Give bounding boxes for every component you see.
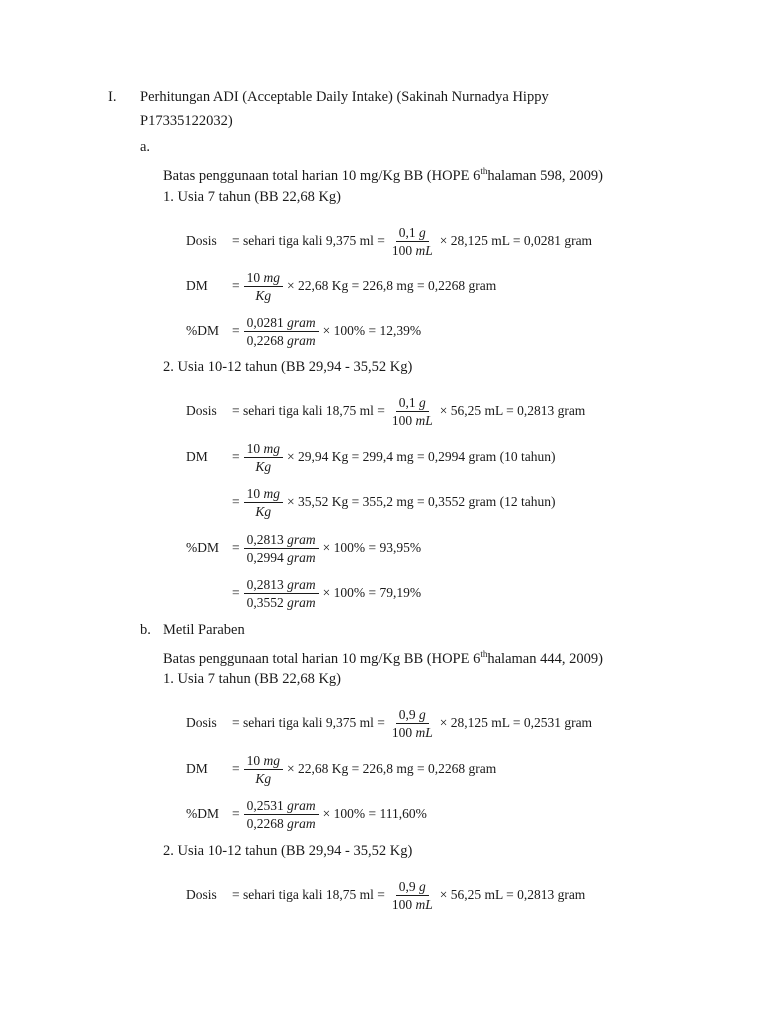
numerator-unit: gram xyxy=(287,314,316,330)
denominator-value: 0,2268 xyxy=(246,815,284,831)
fraction-denominator xyxy=(389,896,436,913)
numerator-value: 0,2813 xyxy=(246,531,284,547)
b-item-1-dosis-equation xyxy=(186,703,592,743)
equation-prefix: = xyxy=(232,806,240,821)
a-item-2-dosis-equation xyxy=(186,391,585,431)
fraction-numerator xyxy=(396,706,429,724)
equation-label: DM xyxy=(186,278,208,293)
fraction xyxy=(244,531,319,566)
denominator-unit: gram xyxy=(287,594,316,610)
equation-result: × 29,94 Kg = 299,4 mg = 0,2994 gram (10 tahun) xyxy=(287,449,556,464)
section-title-line-2: P17335122032) xyxy=(140,113,233,129)
denominator-value: 0,2994 xyxy=(246,549,284,565)
fraction-denominator xyxy=(252,503,274,520)
equation-label: %DM xyxy=(186,323,219,338)
denominator-unit: Kg xyxy=(255,770,272,786)
fraction xyxy=(244,752,283,787)
fraction-denominator xyxy=(389,724,436,741)
b-item-1-dm-equation xyxy=(186,749,496,789)
numerator-unit: g xyxy=(419,224,426,240)
numerator-value: 0,2813 xyxy=(246,576,284,592)
fraction xyxy=(244,314,319,349)
equation-result: × 35,52 Kg = 355,2 mg = 0,3552 gram (12 tahun) xyxy=(287,494,556,509)
denominator-unit: mL xyxy=(415,896,433,912)
numerator-value: 0,1 xyxy=(398,394,416,410)
equation-label: Dosis xyxy=(186,233,217,248)
subsection-b-marker: b. xyxy=(140,622,151,638)
numerator-value: 0,9 xyxy=(398,878,416,894)
a-item-1-percent-dm-equation xyxy=(186,311,421,351)
equation-prefix: = xyxy=(232,278,240,293)
equation-prefix: = xyxy=(232,323,240,338)
b-item-1-percent-dm-equation xyxy=(186,794,427,834)
fraction-denominator xyxy=(244,549,319,566)
a-item-1-heading: 1. Usia 7 tahun (BB 22,68 Kg) xyxy=(163,189,342,205)
equation-result: × 22,68 Kg = 226,8 mg = 0,2268 gram xyxy=(287,278,497,293)
numerator-value: 0,9 xyxy=(398,706,416,722)
fraction-denominator xyxy=(252,458,274,475)
fraction-denominator xyxy=(389,242,436,259)
equation-prefix: = xyxy=(232,494,240,509)
fraction xyxy=(389,224,436,259)
numerator-value: 10 xyxy=(246,440,261,456)
numerator-unit: gram xyxy=(287,531,316,547)
a-item-2-heading: 2. Usia 10-12 tahun (BB 29,94 - 35,52 Kg) xyxy=(163,359,413,375)
equation-prefix: = sehari tiga kali 9,375 ml = xyxy=(232,233,385,248)
numerator-value: 0,1 xyxy=(398,224,416,240)
a-item-2-dm-equation-10 xyxy=(186,437,555,477)
equation-prefix: = xyxy=(232,540,240,555)
equation-result: × 100% = 93,95% xyxy=(322,540,422,555)
numerator-unit: mg xyxy=(263,440,280,456)
fraction-numerator xyxy=(396,224,429,242)
equation-label: %DM xyxy=(186,806,219,821)
fraction xyxy=(389,706,436,741)
equation-prefix: = sehari tiga kali 18,75 ml = xyxy=(232,403,385,418)
denominator-value: 0,3552 xyxy=(246,594,284,610)
denominator-unit: gram xyxy=(287,332,316,348)
fraction-numerator xyxy=(396,394,429,412)
fraction-numerator xyxy=(244,485,283,503)
section-number: I. xyxy=(108,89,117,105)
denominator-unit: Kg xyxy=(255,458,272,474)
fraction xyxy=(389,878,436,913)
b-item-2-heading: 2. Usia 10-12 tahun (BB 29,94 - 35,52 Kg) xyxy=(163,843,413,859)
equation-prefix: = sehari tiga kali 18,75 ml = xyxy=(232,887,385,902)
fraction-numerator xyxy=(244,797,319,815)
equation-result: × 56,25 mL = 0,2813 gram xyxy=(439,403,586,418)
fraction xyxy=(389,394,436,429)
fraction-denominator xyxy=(389,412,436,429)
numerator-unit: mg xyxy=(263,752,280,768)
a-item-2-percent-dm-equation-1 xyxy=(186,528,421,568)
equation-label: %DM xyxy=(186,540,219,555)
numerator-unit: g xyxy=(419,394,426,410)
fraction-numerator xyxy=(244,440,283,458)
denominator-unit: gram xyxy=(287,815,316,831)
numerator-value: 10 xyxy=(246,485,261,501)
numerator-unit: g xyxy=(419,706,426,722)
equation-result: × 100% = 79,19% xyxy=(322,585,422,600)
fraction-numerator xyxy=(244,531,319,549)
denominator-value: 100 xyxy=(391,242,413,258)
fraction xyxy=(244,797,319,832)
numerator-unit: gram xyxy=(287,797,316,813)
equation-result: × 100% = 12,39% xyxy=(322,323,422,338)
denominator-unit: mL xyxy=(415,724,433,740)
fraction-numerator xyxy=(244,752,283,770)
a-item-2-dm-equation-12 xyxy=(186,482,555,522)
fraction xyxy=(244,440,283,475)
fraction-denominator xyxy=(244,594,319,611)
numerator-value: 0,0281 xyxy=(246,314,284,330)
fraction xyxy=(244,269,283,304)
fraction-denominator xyxy=(244,332,319,349)
equation-prefix: = xyxy=(232,449,240,464)
denominator-value: 0,2268 xyxy=(246,332,284,348)
equation-result: × 100% = 111,60% xyxy=(322,806,427,821)
denominator-value: 100 xyxy=(391,412,413,428)
numerator-unit: gram xyxy=(287,576,316,592)
numerator-unit: mg xyxy=(263,269,280,285)
equation-result: × 28,125 mL = 0,0281 gram xyxy=(439,233,593,248)
denominator-unit: mL xyxy=(415,412,433,428)
numerator-value: 10 xyxy=(246,269,261,285)
fraction xyxy=(244,576,319,611)
fraction xyxy=(244,485,283,520)
subsection-b-title: Metil Paraben xyxy=(163,622,245,638)
denominator-unit: Kg xyxy=(255,287,272,303)
equation-label: Dosis xyxy=(186,715,217,730)
numerator-value: 10 xyxy=(246,752,261,768)
fraction-denominator xyxy=(252,770,274,787)
subsection-a-marker: a. xyxy=(140,139,151,155)
fraction-denominator xyxy=(244,815,319,832)
fraction-denominator xyxy=(252,287,274,304)
denominator-unit: gram xyxy=(287,549,316,565)
fraction-numerator xyxy=(396,878,429,896)
fraction-numerator xyxy=(244,576,319,594)
denominator-value: 100 xyxy=(391,724,413,740)
a-item-2-percent-dm-equation-2 xyxy=(186,573,421,613)
equation-result: × 22,68 Kg = 226,8 mg = 0,2268 gram xyxy=(287,761,497,776)
equation-result: × 28,125 mL = 0,2531 gram xyxy=(439,715,593,730)
b-item-1-heading: 1. Usia 7 tahun (BB 22,68 Kg) xyxy=(163,671,342,687)
section-title-line-1: Perhitungan ADI (Acceptable Daily Intake) (Sakinah Nurnadya Hippy xyxy=(140,89,549,105)
b-item-2-dosis-equation xyxy=(186,875,585,915)
equation-result: × 56,25 mL = 0,2813 gram xyxy=(439,887,586,902)
numerator-value: 0,2531 xyxy=(246,797,284,813)
denominator-unit: Kg xyxy=(255,503,272,519)
equation-label: DM xyxy=(186,761,208,776)
denominator-unit: mL xyxy=(415,242,433,258)
equation-prefix: = xyxy=(232,761,240,776)
fraction-numerator xyxy=(244,314,319,332)
subsection-b-limit: Batas penggunaan total harian 10 mg/Kg BB (HOPE 6thhalaman 444, 2009) xyxy=(163,649,603,667)
equation-label: Dosis xyxy=(186,887,217,902)
equation-label: DM xyxy=(186,449,208,464)
a-item-1-dosis-equation xyxy=(186,221,592,261)
numerator-unit: mg xyxy=(263,485,280,501)
a-item-1-dm-equation xyxy=(186,266,496,306)
subsection-a-limit: Batas penggunaan total harian 10 mg/Kg BB (HOPE 6thhalaman 598, 2009) xyxy=(163,166,603,184)
equation-prefix: = sehari tiga kali 9,375 ml = xyxy=(232,715,385,730)
fraction-numerator xyxy=(244,269,283,287)
equation-label: Dosis xyxy=(186,403,217,418)
equation-prefix: = xyxy=(232,585,240,600)
numerator-unit: g xyxy=(419,878,426,894)
denominator-value: 100 xyxy=(391,896,413,912)
